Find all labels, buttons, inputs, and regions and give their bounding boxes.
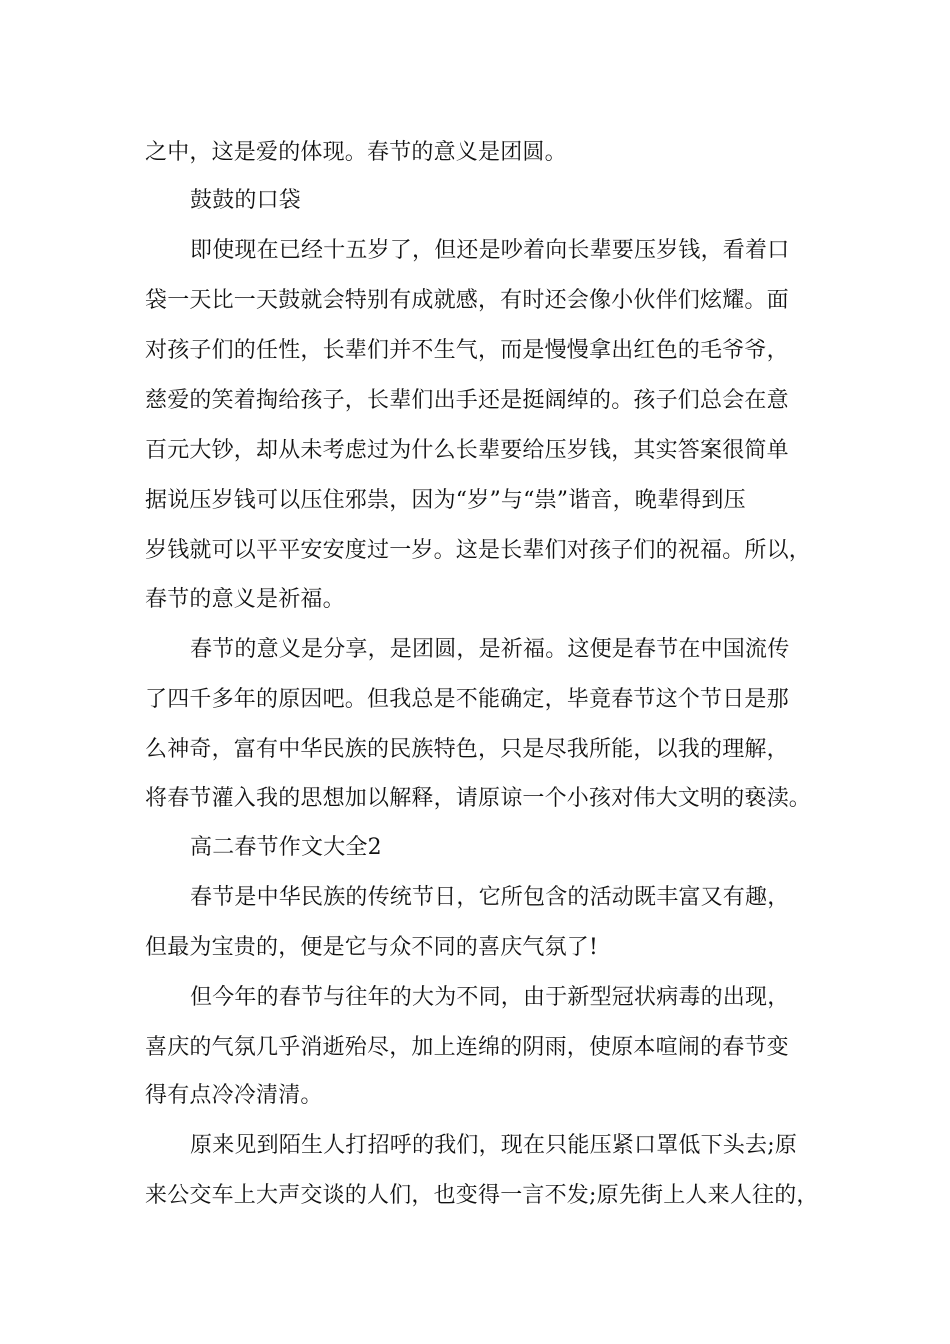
text-line: 对孩子们的任性，长辈们并不生气，而是慢慢拿出红色的毛爷爷， (145, 338, 789, 363)
text-line: 了四千多年的原因吧。但我总是不能确定，毕竟春节这个节日是那 (145, 687, 789, 712)
text-line: 之中，这是爱的体现。春节的意义是团圆。 (145, 140, 567, 165)
text-line: 百元大钞，却从未考虑过为什么长辈要给压岁钱，其实答案很简单 (145, 438, 789, 463)
text-line: 得有点冷冷清清。 (145, 1083, 323, 1108)
text-line: 慈爱的笑着掏给孩子，长辈们出手还是挺阔绰的。孩子们总会在意 (145, 388, 789, 413)
text-line: 春节的意义是祈福。 (145, 587, 345, 612)
section-heading: 鼓鼓的口袋 (190, 188, 302, 213)
text-line: 喜庆的气氛几乎消逝殆尽，加上连绵的阴雨，使原本喧闹的春节变 (145, 1035, 789, 1060)
text-line: 但最为宝贵的，便是它与众不同的喜庆气氛了! (145, 935, 599, 960)
text-line: 据说压岁钱可以压住邪祟，因为“岁”与“祟”谐音，晚辈得到压 (145, 488, 746, 513)
text-line: 原来见到陌生人打招呼的我们，现在只能压紧口罩低下头去;原 (190, 1133, 798, 1158)
text-line: 岁钱就可以平平安安度过一岁。这是长辈们对孩子们的祝福。所以， (145, 538, 812, 563)
text-line: 来公交车上大声交谈的人们，也变得一言不发;原先街上人来人往的， (145, 1183, 819, 1208)
text-line: 春节的意义是分享，是团圆，是祈福。这便是春节在中国流传 (190, 637, 790, 662)
text-line: 即使现在已经十五岁了，但还是吵着向长辈要压岁钱，看着口 (190, 238, 790, 263)
text-line: 但今年的春节与往年的大为不同，由于新型冠状病毒的出现， (190, 985, 790, 1010)
text-line: 么神奇，富有中华民族的民族特色，只是尽我所能，以我的理解， (145, 737, 789, 762)
text-line: 袋一天比一天鼓就会特别有成就感，有时还会像小伙伴们炫耀。面 (145, 288, 789, 313)
text-line: 将春节灌入我的思想加以解释，请原谅一个小孩对伟大文明的亵渎。 (145, 786, 812, 811)
section-heading: 高二春节作文大全2 (190, 835, 382, 860)
text-line: 春节是中华民族的传统节日，它所包含的活动既丰富又有趣， (190, 885, 790, 910)
